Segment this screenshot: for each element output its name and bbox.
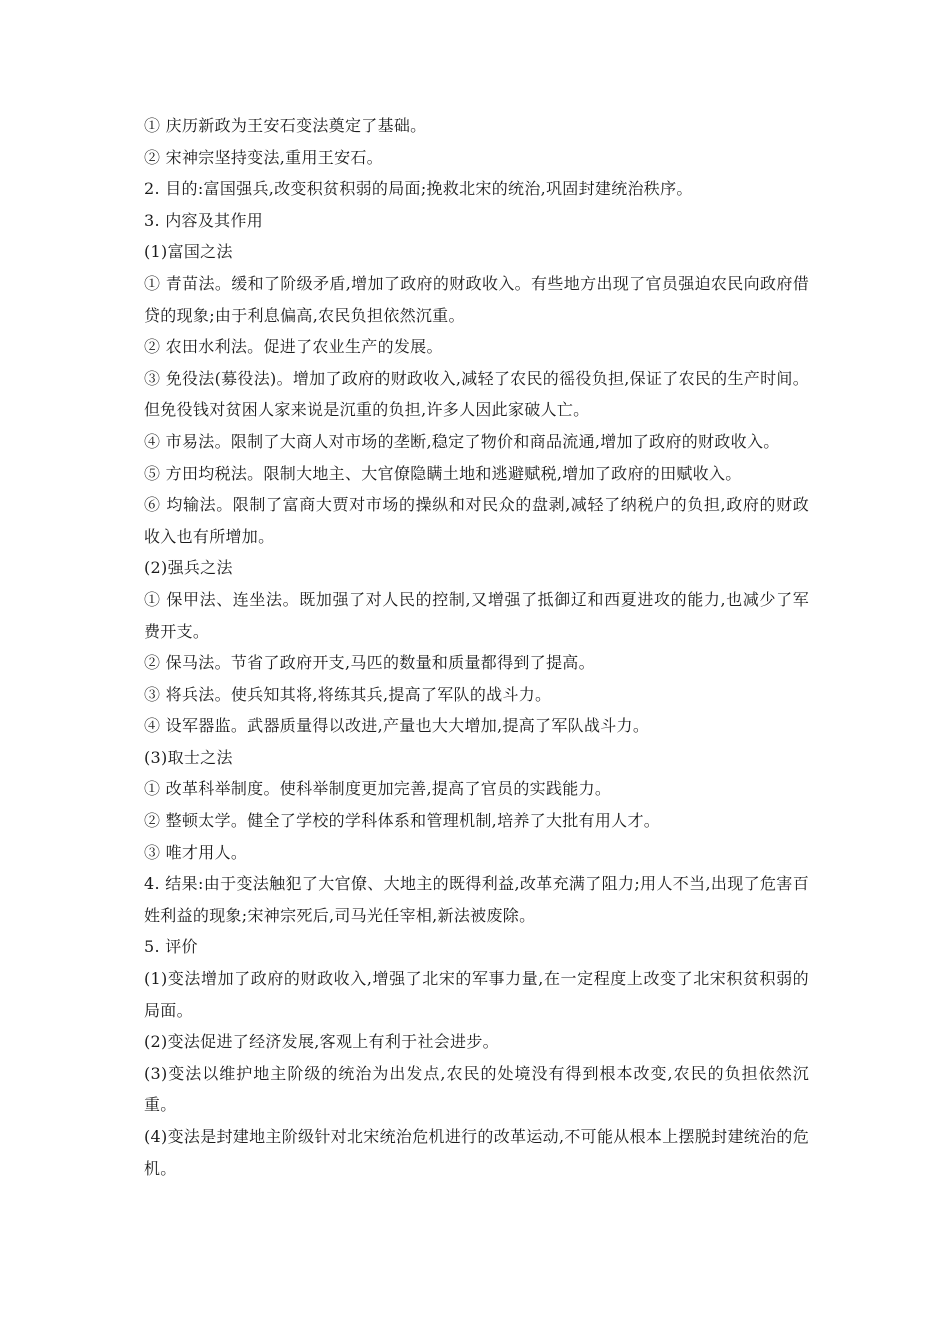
document-body — [144, 110, 809, 1184]
list-item-baojia: ① 保甲法、连坐法。既加强了对人民的控制,又增强了抵御辽和西夏进攻的能力,也减少了军费开支。 — [144, 589, 809, 641]
list-item-baoma: ② 保马法。节省了政府开支,马匹的数量和质量都得到了提高。 — [144, 653, 595, 673]
list-item-junshu: ⑥ 均输法。限制了富商大贾对市场的操纵和对民众的盘剥,减轻了纳税户的负担,政府的财政收入也有所增加。 — [144, 495, 809, 546]
list-item-fangtian: ⑤ 方田均税法。限制大地主、大官僚隐瞒土地和逃避赋税,增加了政府的田赋收入。 — [144, 463, 742, 483]
section-result: 4. 结果:由于变法触犯了大官僚、大地主的既得利益,改革充满了阻力;用人不当,出现了危害百姓利益的现象;宋神宗死后,司马光任宰相,新法被废除。 — [144, 874, 809, 925]
list-item-jiangbing: ③ 将兵法。使兵知其将,将练其兵,提高了军队的战斗力。 — [144, 684, 552, 704]
list-item-talent: ③ 唯才用人。 — [144, 842, 248, 862]
section-heading-evaluation: 5. 评价 — [144, 937, 198, 957]
list-item-shiyi: ④ 市易法。限制了大商人对市场的垄断,稳定了物价和商品流通,增加了政府的财政收入。 — [144, 431, 780, 451]
subsection-heading-wealth: (1)富国之法 — [144, 242, 233, 262]
list-item-irrigation: ② 农田水利法。促进了农业生产的发展。 — [144, 337, 443, 357]
list-item-keju: ① 改革科举制度。使科举制度更加完善,提高了官员的实践能力。 — [144, 779, 612, 799]
evaluation-item-1: (1)变法增加了政府的财政收入,增强了北宋的军事力量,在一定程度上改变了北宋积贫积弱的局面。 — [144, 969, 809, 1020]
evaluation-item-2: (2)变法促进了经济发展,客观上有利于社会进步。 — [144, 1032, 499, 1052]
subsection-heading-military: (2)强兵之法 — [144, 558, 233, 578]
evaluation-item-4: (4)变法是封建地主阶级针对北宋统治危机进行的改革运动,不可能从根本上摆脱封建统治的危机。 — [144, 1127, 809, 1178]
evaluation-item-3: (3)变法以维护地主阶级的统治为出发点,农民的处境没有得到根本改变,农民的负担依然沉重。 — [144, 1063, 809, 1115]
subsection-heading-recruitment: (3)取士之法 — [144, 747, 233, 767]
list-item-shenzong-support: ② 宋神宗坚持变法,重用王安石。 — [144, 147, 383, 167]
list-item-mianyi: ③ 免役法(募役法)。增加了政府的财政收入,减轻了农民的徭役负担,保证了农民的生产时间。但免役钱对贫困人家来说是沉重的负担,许多人因此家破人亡。 — [144, 368, 809, 420]
section-heading-content: 3. 内容及其作用 — [144, 210, 264, 230]
list-item-qingli-reform: ① 庆历新政为王安石变法奠定了基础。 — [144, 116, 427, 135]
section-purpose: 2. 目的:富国强兵,改变积贫积弱的局面;挽救北宋的统治,巩固封建统治秩序。 — [144, 179, 693, 199]
list-item-qingmiao: ① 青苗法。缓和了阶级矛盾,增加了政府的财政收入。有些地方出现了官员强迫农民向政府借贷的现象;由于利息偏高,农民负担依然沉重。 — [144, 273, 809, 325]
list-item-taixue: ② 整顿太学。健全了学校的学科体系和管理机制,培养了大批有用人才。 — [144, 811, 661, 831]
list-item-junqijian: ④ 设军器监。武器质量得以改进,产量也大大增加,提高了军队战斗力。 — [144, 716, 650, 736]
